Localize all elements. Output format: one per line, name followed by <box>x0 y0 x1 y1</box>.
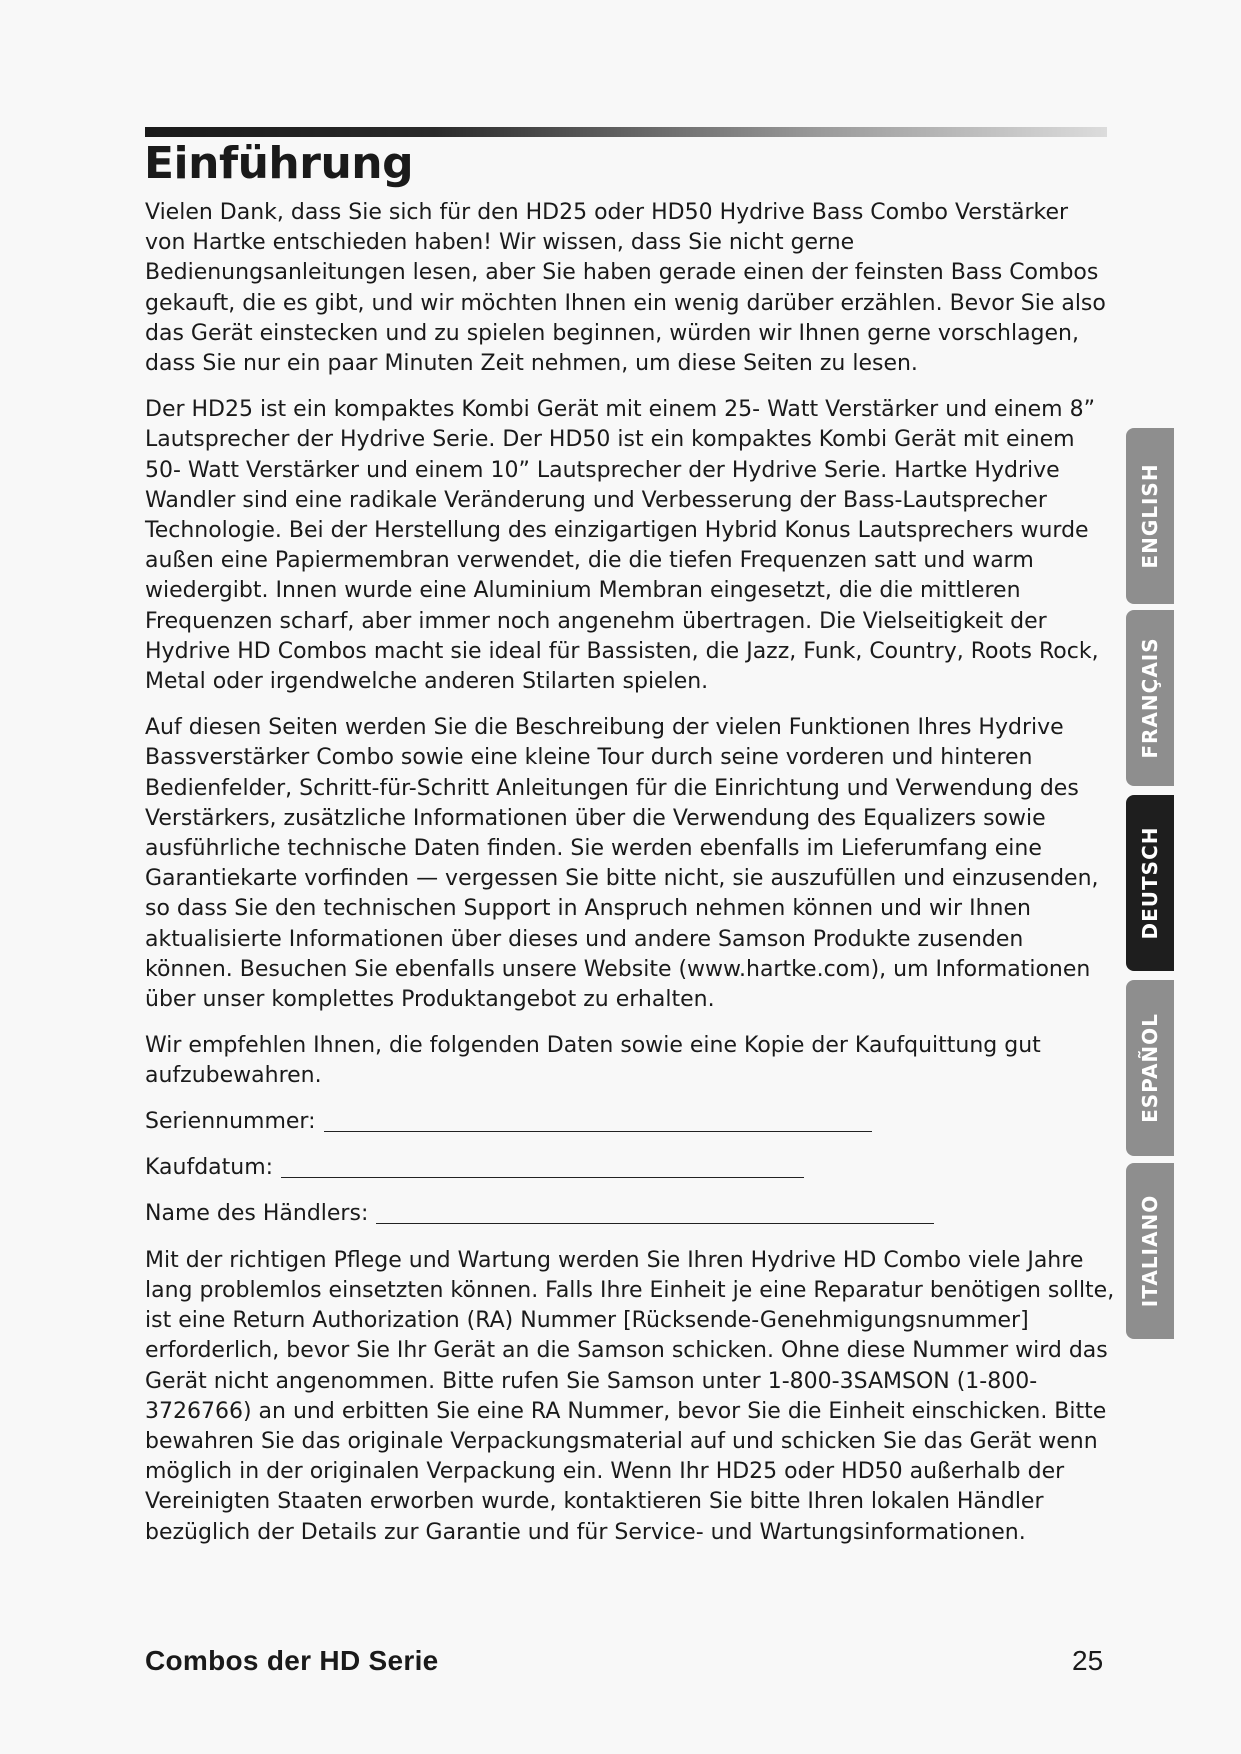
serial-number-line <box>324 1131 872 1132</box>
purchase-date-line <box>281 1177 804 1178</box>
tab-francais-label: FRANÇAIS <box>1138 637 1162 759</box>
paragraph-product: Der HD25 ist ein kompaktes Kombi Gerät mit einem 25- Watt Verstärker und einem 8” Lautsprecher der Hydrive Serie. Der HD50 ist ein kompaktes Kombi Gerät mit einem 50- Watt Verstärker und einem 10” Lautsprecher der Hydrive Serie. Hartke Hydrive Wandler sind eine radikale Veränderung und Verbesserung der Bass-Lautsprecher Technologie. Bei der Herstellung des einzigartigen Hybrid Konus Lautsprechers wurde außen eine Papiermembran verwendet, die die tiefen Frequenzen satt und warm wiedergibt. Innen wurde eine Aluminium Membran eingesetzt, die die mittleren Frequenzen scharf, aber immer noch angenehm übertragen. Die Vielseitigkeit der Hydrive HD Combos macht sie ideal für Bassisten, die Jazz, Funk, Country, Roots Rock, Metal oder irgendwelche anderen Stilarten spielen. <box>145 397 1099 695</box>
footer-title: Combos der HD Serie <box>145 1645 439 1676</box>
purchase-date-label: Kaufdatum: <box>145 1155 274 1181</box>
body-text <box>145 198 1115 1564</box>
paragraph-service: Mit der richtigen Pflege und Wartung werden Sie Ihren Hydrive HD Combo viele Jahre lang problemlos einsetzten können. Falls Ihre Einheit je eine Reparatur benötigen sollte, ist eine Return Authorization (RA) Nummer [Rücksende-Genehmigungsnummer] erforderlich, bevor Sie Ihr Gerät an die Samson schicken. Ohne diese Nummer wird das Gerät nicht angenommen. Bitte rufen Sie Samson unter 1-800-3SAMSON (1-800-3726766) an und erbitten Sie eine RA Nummer, bevor Sie die Einheit einschicken. Bitte bewahren Sie das originale Verpackungsmaterial auf und schicken Sie das Gerät wenn möglich in der originalen Verpackung ein. Wenn Ihr HD25 oder HD50 außerhalb der Vereinigten Staaten erworben wurde, kontaktieren Sie bitte Ihren lokalen Händler bezüglich der Details zur Garantie und für Service- und Wartungsinformationen. <box>145 1247 1115 1545</box>
tab-english[interactable] <box>1126 428 1174 604</box>
tab-italiano[interactable] <box>1126 1163 1174 1339</box>
dealer-name-field <box>145 1200 1115 1230</box>
tab-english-label: ENGLISH <box>1138 463 1162 569</box>
dealer-name-line <box>376 1223 934 1224</box>
tab-deutsch[interactable] <box>1126 795 1174 971</box>
serial-number-label: Seriennummer: <box>145 1109 316 1135</box>
page-number: 25 <box>1072 1645 1104 1676</box>
paragraph-records: Wir empfehlen Ihnen, die folgenden Daten sowie eine Kopie der Kaufquittung gut aufzubewahren. <box>145 1033 1041 1089</box>
title-rule <box>145 127 1107 137</box>
tab-francais[interactable] <box>1126 610 1174 786</box>
tab-deutsch-label: DEUTSCH <box>1138 826 1162 940</box>
tab-italiano-label: ITALIANO <box>1138 1194 1162 1308</box>
dealer-name-label: Name des Händlers: <box>145 1201 369 1227</box>
tab-espanol-label: ESPAÑOL <box>1138 1013 1162 1123</box>
paragraph-intro: Vielen Dank, dass Sie sich für den HD25 oder HD50 Hydrive Bass Combo Verstärker von Hartke entschieden haben! Wir wissen, dass Sie nicht gerne Bedienungsanleitungen lesen, aber Sie haben gerade einen der feinsten Bass Combos gekauft, die es gibt, und wir möchten Ihnen ein wenig darüber erzählen. Bevor Sie also das Gerät einstecken und zu spielen beginnen, würden wir Ihnen gerne vorschlagen, dass Sie nur ein paar Minuten Zeit nehmen, um diese Seiten zu lesen. <box>145 200 1106 377</box>
serial-number-field <box>145 1108 1115 1138</box>
paragraph-features: Auf diesen Seiten werden Sie die Beschreibung der vielen Funktionen Ihres Hydrive Bassverstärker Combo sowie eine kleine Tour durch seine vorderen und hinteren Bedienfelder, Schritt-für-Schritt Anleitungen für die Einrichtung und Verwendung des Verstärkers, zusätzliche Informationen über die Verwendung des Equalizers sowie ausführliche technische Daten finden. Sie werden ebenfalls im Lieferumfang eine Garantiekarte vorfinden — vergessen Sie bitte nicht, sie auszufüllen und einzusenden, so dass Sie den technischen Support in Anspruch nehmen können und wir Ihnen aktualisierte Informationen über dieses und andere Samson Produkte zusenden können. Besuchen Sie ebenfalls unsere Website (www.hartke.com), um Informationen über unser komplettes Produktangebot zu erhalten. <box>145 715 1099 1013</box>
tab-espanol[interactable] <box>1126 980 1174 1156</box>
page-title: Einführung <box>144 138 414 189</box>
purchase-date-field <box>145 1154 1115 1184</box>
